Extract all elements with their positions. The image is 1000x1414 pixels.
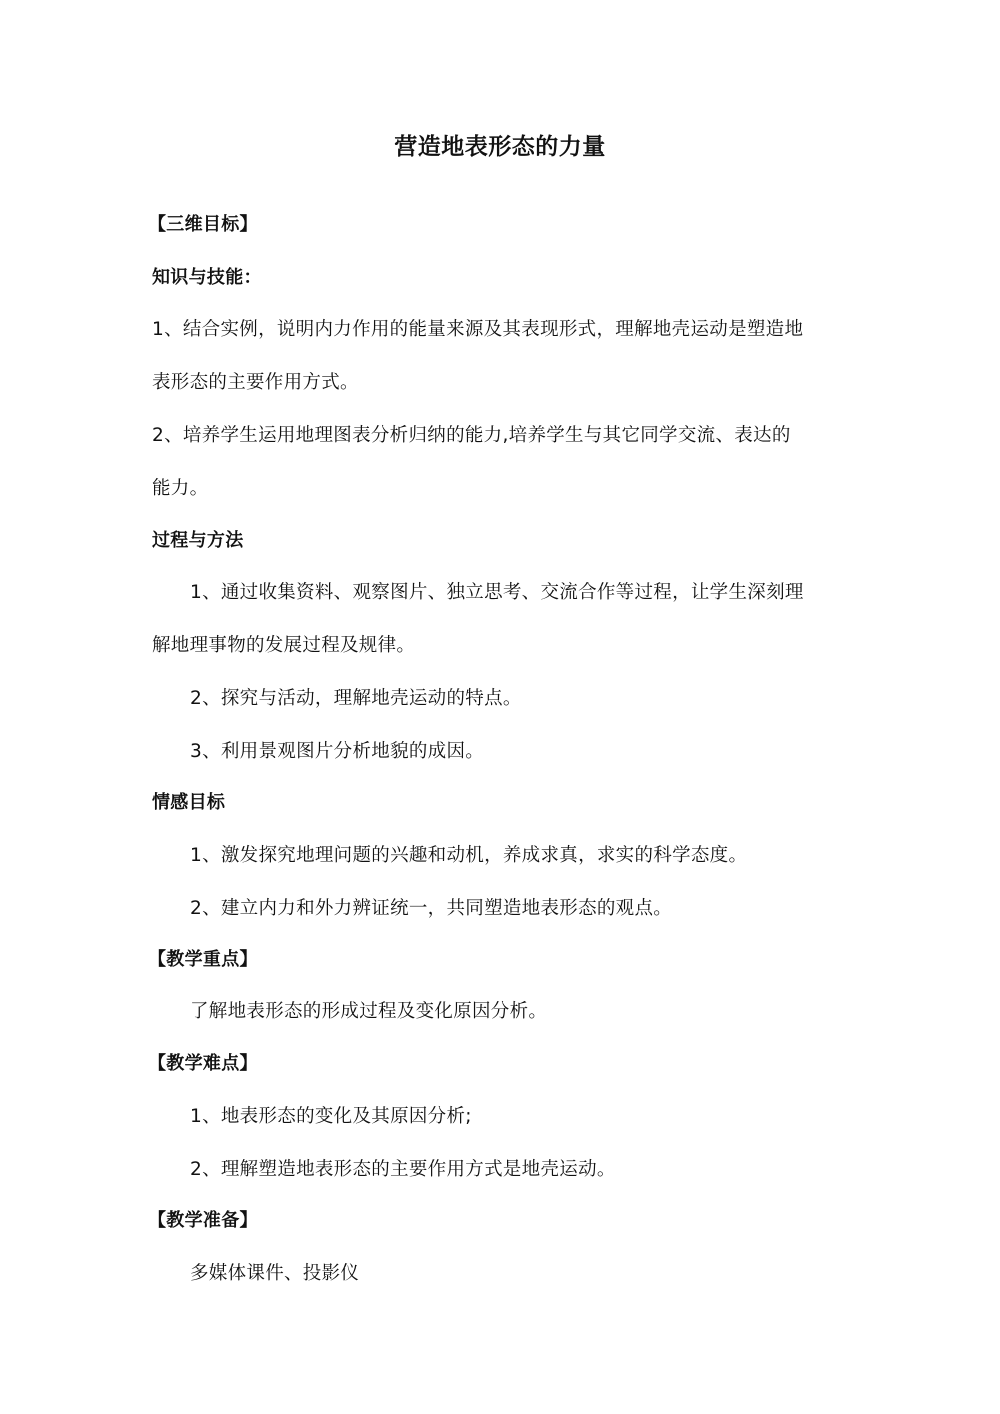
subheading-emotion: 情感目标	[152, 792, 226, 813]
process-item-1-line-1: 1、通过收集资料、观察图片、独立思考、交流合作等过程，让学生深刻理	[190, 582, 804, 603]
section-heading-key-points: 【教学重点】	[148, 949, 258, 970]
difficulty-item-2: 2、理解塑造地表形态的主要作用方式是地壳运动。	[190, 1159, 616, 1180]
key-points-text: 了解地表形态的形成过程及变化原因分析。	[190, 1001, 548, 1022]
subheading-process-methods: 过程与方法	[152, 530, 244, 551]
preparation-text: 多媒体课件、投影仪	[190, 1263, 360, 1284]
knowledge-item-1-line-1: 1、结合实例，说明内力作用的能量来源及其表现形式，理解地壳运动是塑造地	[152, 319, 804, 340]
process-item-2: 2、探究与活动，理解地壳运动的特点。	[190, 688, 522, 709]
document-title: 营造地表形态的力量	[394, 134, 606, 160]
process-item-3: 3、利用景观图片分析地貌的成因。	[190, 741, 485, 762]
section-heading-objectives: 【三维目标】	[148, 214, 258, 235]
section-heading-difficulties: 【教学难点】	[148, 1053, 258, 1074]
knowledge-item-2-line-1: 2、培养学生运用地理图表分析归纳的能力,培养学生与其它同学交流、表达的	[152, 425, 791, 446]
emotion-item-1: 1、激发探究地理问题的兴趣和动机，养成求真，求实的科学态度。	[190, 845, 748, 866]
knowledge-item-1-line-2: 表形态的主要作用方式。	[152, 372, 359, 393]
section-heading-preparation: 【教学准备】	[148, 1210, 258, 1231]
knowledge-item-2-line-2: 能力。	[152, 478, 209, 499]
difficulty-item-1: 1、地表形态的变化及其原因分析;	[190, 1106, 472, 1127]
emotion-item-2: 2、建立内力和外力辨证统一，共同塑造地表形态的观点。	[190, 898, 673, 919]
process-item-1-line-2: 解地理事物的发展过程及规律。	[152, 635, 416, 656]
subheading-knowledge-skills: 知识与技能：	[152, 267, 262, 288]
